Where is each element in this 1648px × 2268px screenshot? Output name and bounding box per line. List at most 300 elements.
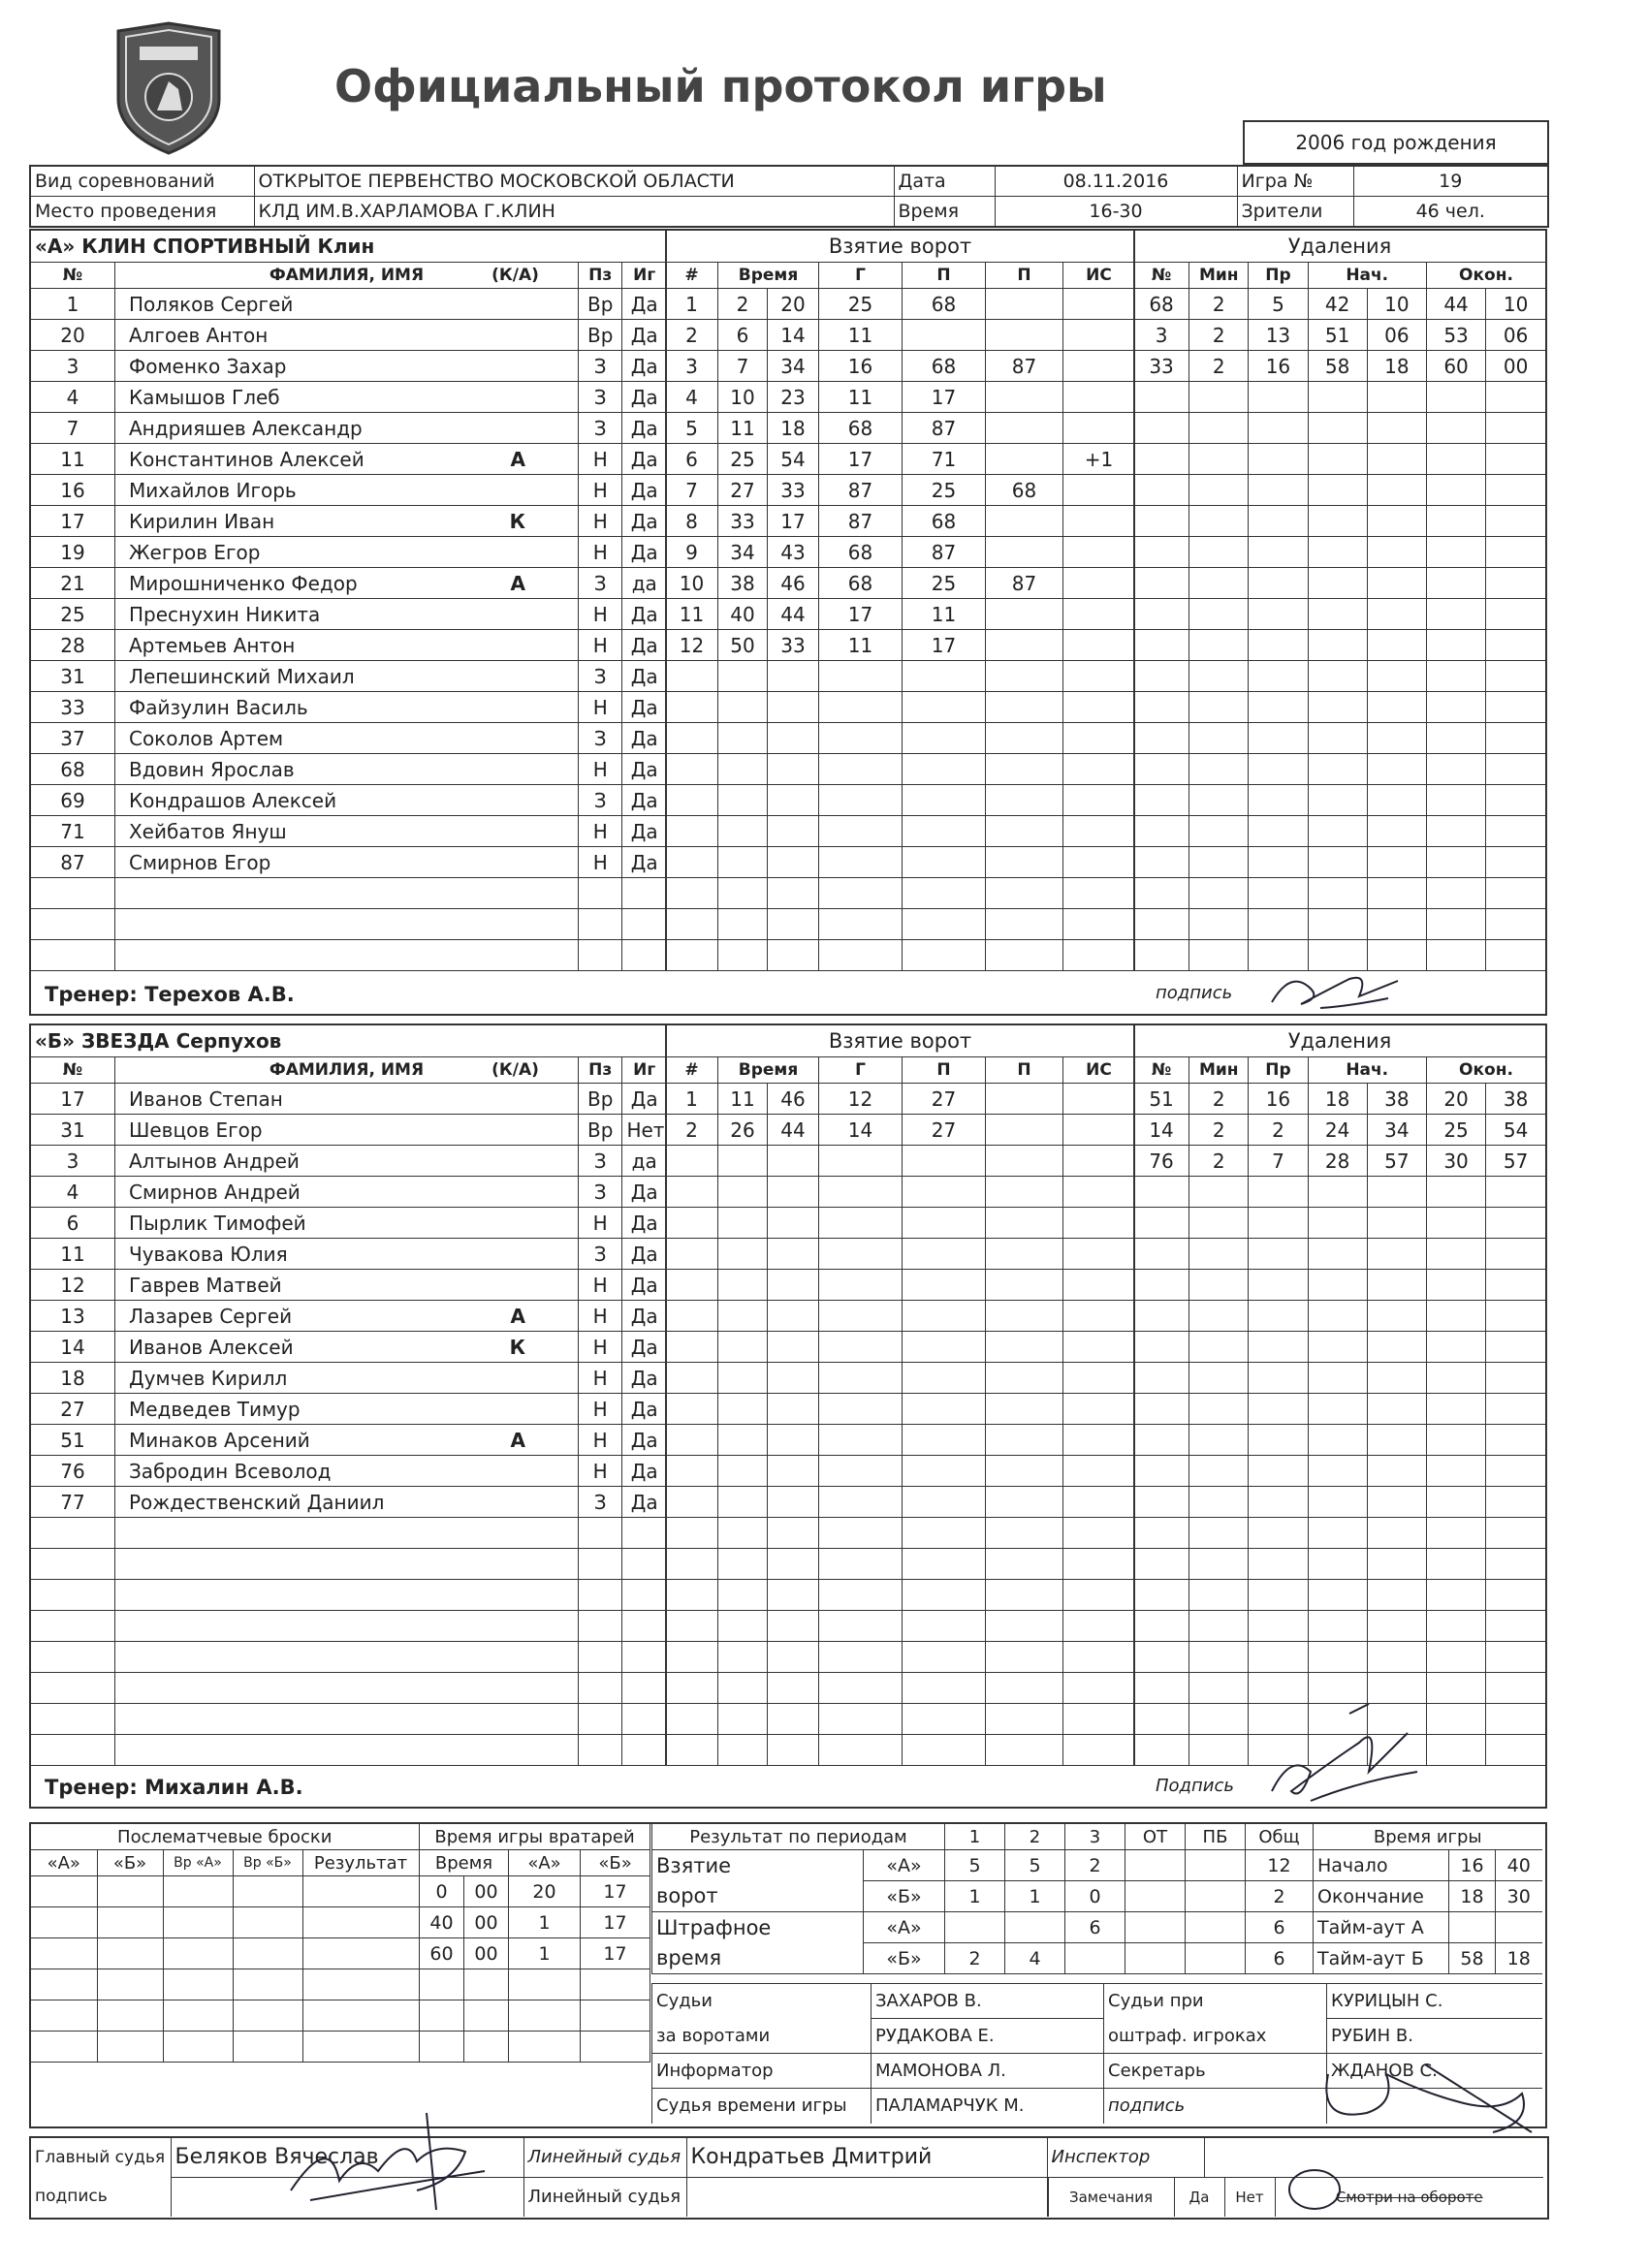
goal-assist-2 bbox=[986, 320, 1063, 351]
player-number bbox=[31, 1704, 114, 1735]
player-position: Н bbox=[578, 444, 622, 475]
pen-label-2: время bbox=[652, 1943, 864, 1974]
goal-assist-2 bbox=[986, 599, 1063, 630]
player-number: 11 bbox=[31, 444, 114, 475]
penalty-player bbox=[1134, 413, 1189, 444]
goal-scorer: 17 bbox=[819, 599, 903, 630]
penalty-end-min bbox=[1426, 1301, 1485, 1332]
player-name: Иванов Степан bbox=[128, 1087, 283, 1111]
penalty-reason: 7 bbox=[1249, 1146, 1308, 1177]
col-name bbox=[114, 1057, 578, 1084]
goal-row bbox=[666, 537, 1135, 568]
goal-second bbox=[768, 1146, 819, 1177]
p-col-start: Нач. bbox=[1308, 263, 1426, 289]
goal-second bbox=[768, 1518, 819, 1549]
penalty-reason bbox=[1249, 630, 1308, 661]
p-col-end: Окон. bbox=[1426, 1057, 1545, 1084]
player-plays: Да bbox=[622, 444, 667, 475]
penalty-end-sec bbox=[1486, 940, 1545, 971]
penalty-end-min bbox=[1426, 1425, 1485, 1456]
player-number: 33 bbox=[31, 692, 114, 723]
goal-second bbox=[768, 1363, 819, 1394]
goal-scorer: 11 bbox=[819, 320, 903, 351]
goal-number bbox=[666, 1487, 718, 1518]
penalty-end-sec bbox=[1486, 1301, 1545, 1332]
player-position: Н bbox=[578, 1301, 622, 1332]
goal-minute: 27 bbox=[718, 475, 768, 506]
penalty-row bbox=[1134, 816, 1546, 847]
penalty-start-sec bbox=[1367, 568, 1426, 599]
penalty-start-min bbox=[1308, 1177, 1367, 1208]
goal-minute bbox=[718, 1363, 768, 1394]
col-pos: Пз bbox=[578, 1057, 622, 1084]
penalty-end-sec: 00 bbox=[1486, 351, 1545, 382]
goal-second bbox=[768, 1270, 819, 1301]
goal-judge-2: РУДАКОВА Е. bbox=[872, 2019, 1104, 2054]
goal-assist-2 bbox=[986, 289, 1063, 320]
goal-assist-1 bbox=[903, 1704, 986, 1735]
player-row bbox=[31, 1487, 667, 1518]
penalty-reason bbox=[1249, 1239, 1308, 1270]
player-plays bbox=[622, 940, 667, 971]
penalty-end-min bbox=[1426, 413, 1485, 444]
penalty-reason bbox=[1249, 1518, 1308, 1549]
penalty-start-min bbox=[1308, 847, 1367, 878]
penalty-start-min bbox=[1308, 816, 1367, 847]
player-position bbox=[578, 1642, 622, 1673]
goal-assist-2 bbox=[986, 1301, 1063, 1332]
penalty-start-min: 42 bbox=[1308, 289, 1367, 320]
goal-row bbox=[666, 1580, 1135, 1611]
goal-row bbox=[666, 568, 1135, 599]
goal-minute: 10 bbox=[718, 382, 768, 413]
pen-a-so bbox=[1186, 1912, 1246, 1943]
penalty-minutes bbox=[1189, 475, 1249, 506]
goal-row bbox=[666, 1549, 1135, 1580]
penalty-end-min bbox=[1426, 878, 1485, 909]
penalty-end-min bbox=[1426, 816, 1485, 847]
player-row bbox=[31, 1301, 667, 1332]
goal-row bbox=[666, 1487, 1135, 1518]
penalty-minutes bbox=[1189, 1239, 1249, 1270]
player-role: А bbox=[510, 1428, 525, 1452]
goal-assist-2 bbox=[986, 630, 1063, 661]
player-name-cell bbox=[114, 1177, 578, 1208]
penalty-end-min bbox=[1426, 1239, 1485, 1270]
g-col-time: Время bbox=[718, 1057, 819, 1084]
penalty-start-min bbox=[1308, 599, 1367, 630]
penalty-reason bbox=[1249, 1642, 1308, 1673]
player-position bbox=[578, 1518, 622, 1549]
penalty-row bbox=[1134, 1146, 1546, 1177]
goal-number bbox=[666, 1673, 718, 1704]
goal-row bbox=[666, 1673, 1135, 1704]
periods-table bbox=[651, 1824, 1314, 1974]
player-name: Медведев Тимур bbox=[128, 1397, 301, 1421]
player-row bbox=[31, 847, 667, 878]
goal-second: 17 bbox=[768, 506, 819, 537]
goal-assist-2 bbox=[986, 444, 1063, 475]
penalty-end-sec bbox=[1486, 909, 1545, 940]
goal-second bbox=[768, 1177, 819, 1208]
player-name-cell bbox=[114, 1115, 578, 1146]
penalty-end-min bbox=[1426, 1456, 1485, 1487]
penalty-row bbox=[1134, 1301, 1546, 1332]
penalty-end-min bbox=[1426, 599, 1485, 630]
player-number: 4 bbox=[31, 382, 114, 413]
penalty-start-min bbox=[1308, 475, 1367, 506]
goal-number: 9 bbox=[666, 537, 718, 568]
goal-minute bbox=[718, 1487, 768, 1518]
penalty-end-sec bbox=[1486, 630, 1545, 661]
penalty-row bbox=[1134, 1518, 1546, 1549]
goal-assist-1 bbox=[903, 1425, 986, 1456]
goalie-time-table bbox=[419, 1824, 650, 2063]
penalty-start-sec: 38 bbox=[1367, 1084, 1426, 1115]
goal-assist-2 bbox=[986, 1270, 1063, 1301]
player-position: З bbox=[578, 413, 622, 444]
col-ka-label: (К/А) bbox=[491, 266, 539, 285]
player-plays bbox=[622, 1704, 667, 1735]
goal-row bbox=[666, 413, 1135, 444]
penalty-start-min bbox=[1308, 413, 1367, 444]
goal-minute: 33 bbox=[718, 506, 768, 537]
referee-value: Беляков Вячеслав bbox=[171, 2138, 523, 2177]
penalty-player bbox=[1134, 1704, 1189, 1735]
player-number: 27 bbox=[31, 1394, 114, 1425]
player-name-cell bbox=[114, 351, 578, 382]
penalty-start-sec bbox=[1367, 847, 1426, 878]
penalty-end-sec bbox=[1486, 568, 1545, 599]
penalty-start-min: 58 bbox=[1308, 351, 1367, 382]
penalty-reason bbox=[1249, 1549, 1308, 1580]
penalty-row bbox=[1134, 723, 1546, 754]
player-position: Н bbox=[578, 537, 622, 568]
goal-minute bbox=[718, 754, 768, 785]
penalty-end-sec bbox=[1486, 1394, 1545, 1425]
penalty-end-sec bbox=[1486, 661, 1545, 692]
penalty-start-min bbox=[1308, 1487, 1367, 1518]
penalty-start-sec bbox=[1367, 1208, 1426, 1239]
penalty-start-min bbox=[1308, 1611, 1367, 1642]
penalty-row bbox=[1134, 382, 1546, 413]
player-position: З bbox=[578, 785, 622, 816]
shootout-col-gb: Вр «Б» bbox=[233, 1850, 302, 1876]
penalty-end-sec bbox=[1486, 1177, 1545, 1208]
player-row bbox=[31, 444, 667, 475]
goal-assist-2: 87 bbox=[986, 568, 1063, 599]
player-name-cell bbox=[114, 1332, 578, 1363]
penalty-start-min bbox=[1308, 661, 1367, 692]
goal-row bbox=[666, 1115, 1135, 1146]
player-plays: Да bbox=[622, 1456, 667, 1487]
date-label: Дата bbox=[894, 166, 995, 197]
player-row bbox=[31, 1642, 667, 1673]
player-position: З bbox=[578, 351, 622, 382]
goal-number bbox=[666, 754, 718, 785]
penalty-row bbox=[1134, 754, 1546, 785]
goal-assist-1 bbox=[903, 1487, 986, 1518]
player-plays: да bbox=[622, 568, 667, 599]
penalty-end-sec bbox=[1486, 1487, 1545, 1518]
goal-assist-1: 68 bbox=[903, 506, 986, 537]
player-number: 25 bbox=[31, 599, 114, 630]
player-name: Чувакова Юлия bbox=[128, 1242, 288, 1266]
penalty-end-min bbox=[1426, 1549, 1485, 1580]
penalty-row bbox=[1134, 909, 1546, 940]
goals-a-p1: 5 bbox=[945, 1850, 1005, 1881]
goal-minute bbox=[718, 1580, 768, 1611]
goal-scorer bbox=[819, 1270, 903, 1301]
player-number: 7 bbox=[31, 413, 114, 444]
goalie-a-number: 1 bbox=[509, 1938, 581, 1969]
goal-second bbox=[768, 1394, 819, 1425]
goal-number: 1 bbox=[666, 289, 718, 320]
penalty-player bbox=[1134, 816, 1189, 847]
linesman-label-2: Линейный судья bbox=[523, 2177, 686, 2217]
goal-assist-1 bbox=[903, 320, 986, 351]
penalty-row bbox=[1134, 537, 1546, 568]
goal-scorer bbox=[819, 1673, 903, 1704]
penalty-start-min bbox=[1308, 1270, 1367, 1301]
goal-strength bbox=[1063, 1611, 1135, 1642]
penalty-reason bbox=[1249, 599, 1308, 630]
penalty-player bbox=[1134, 1673, 1189, 1704]
goal-strength bbox=[1063, 1115, 1135, 1146]
penalty-player bbox=[1134, 1394, 1189, 1425]
penalty-reason bbox=[1249, 537, 1308, 568]
penalty-player: 14 bbox=[1134, 1115, 1189, 1146]
player-position: Вр bbox=[578, 1115, 622, 1146]
period-col-2: 2 bbox=[1005, 1824, 1065, 1850]
goal-strength bbox=[1063, 754, 1135, 785]
pen-a-total: 6 bbox=[1246, 1912, 1314, 1943]
goal-second bbox=[768, 1487, 819, 1518]
team-b-goals bbox=[665, 1025, 1135, 1766]
team-a-title: «А» КЛИН СПОРТИВНЫЙ Клин bbox=[31, 231, 667, 263]
penalty-reason bbox=[1249, 413, 1308, 444]
penalty-player bbox=[1134, 1239, 1189, 1270]
goal-number: 4 bbox=[666, 382, 718, 413]
p-col-min: Мин bbox=[1189, 263, 1249, 289]
timeout-b-s: 18 bbox=[1496, 1943, 1542, 1974]
penalty-start-sec bbox=[1367, 1549, 1426, 1580]
goal-row bbox=[666, 1301, 1135, 1332]
goalie-col-b: «Б» bbox=[581, 1850, 650, 1876]
player-position: Вр bbox=[578, 320, 622, 351]
player-row bbox=[31, 537, 667, 568]
pen-b-total: 6 bbox=[1246, 1943, 1314, 1974]
goal-number bbox=[666, 1394, 718, 1425]
player-number: 19 bbox=[31, 537, 114, 568]
goal-row bbox=[666, 785, 1135, 816]
g-col-is: ИС bbox=[1063, 1057, 1135, 1084]
goal-strength bbox=[1063, 351, 1135, 382]
goal-row bbox=[666, 1332, 1135, 1363]
timeout-b-m: 58 bbox=[1449, 1943, 1496, 1974]
goal-second bbox=[768, 1704, 819, 1735]
penalty-row bbox=[1134, 413, 1546, 444]
goal-strength bbox=[1063, 723, 1135, 754]
player-name-cell bbox=[114, 1518, 578, 1549]
goal-number bbox=[666, 1146, 718, 1177]
g-col-g: Г bbox=[819, 1057, 903, 1084]
penalty-end-sec bbox=[1486, 1673, 1545, 1704]
penalty-end-sec bbox=[1486, 1270, 1545, 1301]
player-row bbox=[31, 785, 667, 816]
penalty-start-sec bbox=[1367, 444, 1426, 475]
goal-number bbox=[666, 1425, 718, 1456]
goal-scorer bbox=[819, 1239, 903, 1270]
penalty-reason bbox=[1249, 1487, 1308, 1518]
goalie-time-row bbox=[420, 1907, 650, 1938]
player-plays: Да bbox=[622, 785, 667, 816]
referee-label: Главный судья bbox=[31, 2138, 171, 2177]
penalty-minutes bbox=[1189, 537, 1249, 568]
penalty-end-min bbox=[1426, 1177, 1485, 1208]
header-table bbox=[29, 165, 1549, 228]
penalty-reason: 2 bbox=[1249, 1115, 1308, 1146]
goal-strength bbox=[1063, 878, 1135, 909]
spectators-value: 46 чел. bbox=[1353, 197, 1548, 228]
penalty-start-sec bbox=[1367, 692, 1426, 723]
penalty-minutes bbox=[1189, 1704, 1249, 1735]
player-position: З bbox=[578, 661, 622, 692]
penalty-minutes bbox=[1189, 1735, 1249, 1766]
goal-minute bbox=[718, 785, 768, 816]
penalty-end-min bbox=[1426, 909, 1485, 940]
penalty-end-min bbox=[1426, 661, 1485, 692]
goal-minute: 34 bbox=[718, 537, 768, 568]
goals-b-p1: 1 bbox=[945, 1881, 1005, 1912]
goal-assist-1 bbox=[903, 1642, 986, 1673]
penalty-player bbox=[1134, 1270, 1189, 1301]
goal-assist-1: 87 bbox=[903, 537, 986, 568]
goal-strength bbox=[1063, 1394, 1135, 1425]
player-name-cell bbox=[114, 1394, 578, 1425]
goalie-time-row bbox=[420, 1876, 650, 1907]
penalty-start-min bbox=[1308, 568, 1367, 599]
penalty-minutes bbox=[1189, 382, 1249, 413]
penalty-start-min: 18 bbox=[1308, 1084, 1367, 1115]
goal-minute: 11 bbox=[718, 1084, 768, 1115]
penalty-start-min bbox=[1308, 382, 1367, 413]
goal-strength bbox=[1063, 599, 1135, 630]
no-circle-mark bbox=[1285, 2165, 1344, 2218]
col-ka-label: (К/А) bbox=[491, 1060, 539, 1080]
team-a-block bbox=[29, 229, 1547, 1016]
player-row bbox=[31, 909, 667, 940]
team-b-roster bbox=[31, 1025, 667, 1766]
player-name-cell bbox=[114, 506, 578, 537]
game-time-title: Время игры bbox=[1314, 1824, 1542, 1850]
penalty-row bbox=[1134, 785, 1546, 816]
team-a-pen-title: Удаления bbox=[1134, 231, 1546, 263]
player-name: Кондрашов Алексей bbox=[128, 788, 337, 812]
player-position: З bbox=[578, 568, 622, 599]
remarks-no: Нет bbox=[1224, 2178, 1275, 2217]
goal-second: 46 bbox=[768, 1084, 819, 1115]
goal-row bbox=[666, 599, 1135, 630]
goal-minute bbox=[718, 1394, 768, 1425]
goal-judge-1: ЗАХАРОВ В. bbox=[872, 1984, 1104, 2019]
goal-number: 8 bbox=[666, 506, 718, 537]
penalty-player: 33 bbox=[1134, 351, 1189, 382]
penalty-reason bbox=[1249, 1301, 1308, 1332]
game-end-h: 18 bbox=[1449, 1881, 1496, 1912]
player-name: Алтынов Андрей bbox=[128, 1149, 300, 1173]
birth-year-box bbox=[1243, 120, 1549, 165]
penalty-minutes: 2 bbox=[1189, 289, 1249, 320]
player-plays: Да bbox=[622, 413, 667, 444]
penalty-start-sec bbox=[1367, 909, 1426, 940]
player-position: З bbox=[578, 723, 622, 754]
penalty-row bbox=[1134, 475, 1546, 506]
player-row bbox=[31, 1363, 667, 1394]
goal-assist-1 bbox=[903, 1518, 986, 1549]
goal-assist-1 bbox=[903, 1146, 986, 1177]
player-role: К bbox=[509, 509, 525, 533]
penalty-reason bbox=[1249, 1332, 1308, 1363]
penalty-end-sec: 38 bbox=[1486, 1084, 1545, 1115]
player-row bbox=[31, 382, 667, 413]
goal-number: 7 bbox=[666, 475, 718, 506]
shootout-col-b: «Б» bbox=[97, 1850, 163, 1876]
player-row bbox=[31, 1704, 667, 1735]
player-position: Н bbox=[578, 1208, 622, 1239]
pen-team-b: «Б» bbox=[864, 1943, 945, 1974]
penalty-minutes bbox=[1189, 506, 1249, 537]
goal-number bbox=[666, 878, 718, 909]
player-name-cell bbox=[114, 1704, 578, 1735]
p-col-min: Мин bbox=[1189, 1057, 1249, 1084]
goal-assist-2 bbox=[986, 382, 1063, 413]
goal-second bbox=[768, 878, 819, 909]
penalty-end-min bbox=[1426, 568, 1485, 599]
penalty-player bbox=[1134, 1580, 1189, 1611]
penalty-end-sec bbox=[1486, 1580, 1545, 1611]
goal-second: 33 bbox=[768, 630, 819, 661]
goal-minute bbox=[718, 878, 768, 909]
player-name-cell bbox=[114, 723, 578, 754]
linesman-label-1: Линейный судья bbox=[523, 2138, 686, 2177]
goal-second bbox=[768, 754, 819, 785]
goal-row bbox=[666, 1363, 1135, 1394]
goal-assist-1 bbox=[903, 785, 986, 816]
player-plays: Да bbox=[622, 382, 667, 413]
col-pos: Пз bbox=[578, 263, 622, 289]
player-plays: Да bbox=[622, 1270, 667, 1301]
remarks-see-back: Смотри на обороте bbox=[1275, 2178, 1543, 2217]
player-number: 71 bbox=[31, 816, 114, 847]
penalty-start-min bbox=[1308, 692, 1367, 723]
pen-judges-label-1: Судьи при bbox=[1104, 1984, 1327, 2019]
goal-minute bbox=[718, 661, 768, 692]
penalty-minutes bbox=[1189, 1394, 1249, 1425]
coach-b-signature bbox=[1252, 1694, 1427, 1814]
player-name: Алгоев Антон bbox=[128, 323, 269, 347]
goal-assist-1 bbox=[903, 1549, 986, 1580]
goal-assist-1: 68 bbox=[903, 351, 986, 382]
penalty-end-min bbox=[1426, 1642, 1485, 1673]
penalty-start-sec: 34 bbox=[1367, 1115, 1426, 1146]
player-name-cell bbox=[114, 413, 578, 444]
goal-row bbox=[666, 754, 1135, 785]
goal-row bbox=[666, 475, 1135, 506]
penalty-player bbox=[1134, 1549, 1189, 1580]
penalty-row bbox=[1134, 1270, 1546, 1301]
player-name: Минаков Арсений bbox=[128, 1428, 310, 1452]
